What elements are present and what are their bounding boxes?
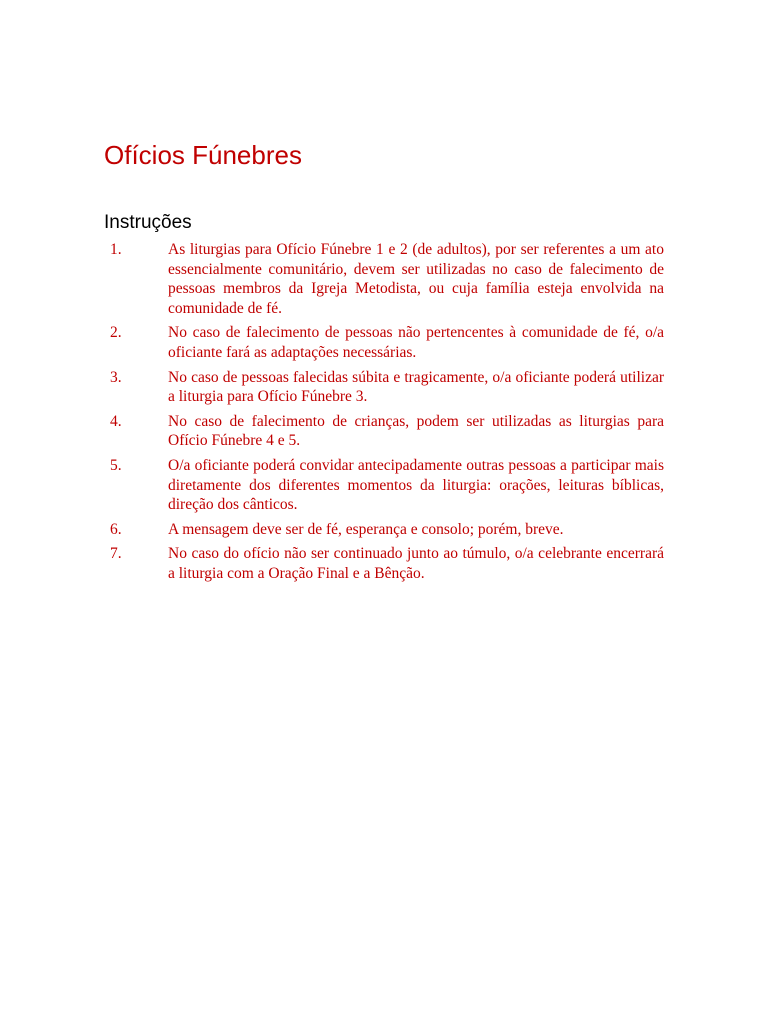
list-item-number: 6. <box>110 520 122 538</box>
list-item-text: As liturgias para Ofício Fúnebre 1 e 2 (de adultos), por ser referentes a um ato essencialmente comunitário, devem ser utilizadas no caso de falecimento de pessoas membros da Igreja Metodista, ou cuja família esteja envolvida na comunidade de fé. <box>168 241 664 317</box>
list-item-number: 4. <box>110 412 122 430</box>
list-item <box>104 368 664 407</box>
list-item-number: 3. <box>110 368 122 386</box>
list-item-number: 1. <box>110 241 122 258</box>
list-item <box>104 520 664 540</box>
list-item <box>104 456 664 515</box>
list-item-text: No caso de falecimento de pessoas não pertencentes à comunidade de fé, o/a oficiante fará as adaptações necessárias. <box>168 324 664 361</box>
instructions-list <box>104 240 664 589</box>
list-item <box>104 323 664 362</box>
list-item <box>104 544 664 583</box>
list-item-number: 2. <box>110 324 122 342</box>
list-item-text: A mensagem deve ser de fé, esperança e consolo; porém, breve. <box>168 520 564 538</box>
list-item-text: O/a oficiante poderá convidar antecipadamente outras pessoas a participar mais diretamente dos diferentes momentos da liturgia: orações, leituras bíblicas, direção dos cânticos. <box>168 456 664 514</box>
list-item-text: No caso do ofício não ser continuado junto ao túmulo, o/a celebrante encerrará a liturgia com a Oração Final e a Bênção. <box>168 545 664 582</box>
section-heading: Instruções <box>104 212 192 233</box>
list-item <box>104 412 664 451</box>
list-item-text: No caso de pessoas falecidas súbita e tragicamente, o/a oficiante poderá utilizar a liturgia para Ofício Fúnebre 3. <box>168 368 664 406</box>
list-item-number: 7. <box>110 545 122 563</box>
list-item <box>104 240 664 318</box>
list-item-number: 5. <box>110 456 122 474</box>
page-title: Ofícios Fúnebres <box>104 140 302 170</box>
list-item-text: No caso de falecimento de crianças, podem ser utilizadas as liturgias para Ofício Fúnebre 4 e 5. <box>168 412 664 450</box>
